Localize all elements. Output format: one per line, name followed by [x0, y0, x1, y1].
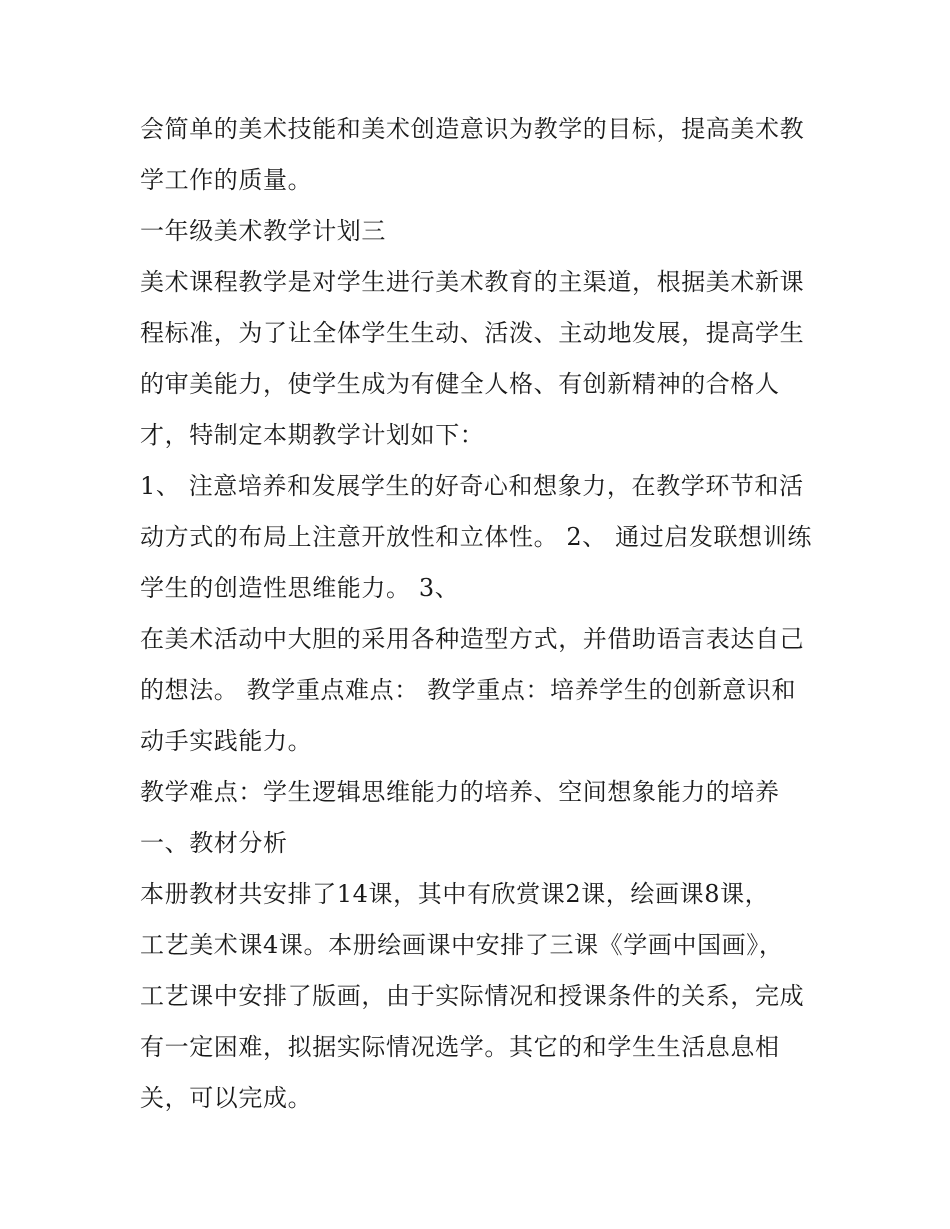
section-heading: 一年级美术教学计划三: [140, 217, 386, 245]
text-line: 有一定困难，拟据实际情况选学。其它的和学生生活息息相: [140, 1033, 780, 1061]
text-line: 教学难点：学生逻辑思维能力的培养、空间想象能力的培养: [140, 778, 780, 806]
text-line: 的想法。 教学重点难点： 教学重点：培养学生的创新意识和: [140, 676, 797, 704]
text-line: 本册教材共安排了14课，其中有欣赏课2课，绘画课8课，: [140, 880, 770, 908]
text-line: 动方式的布局上注意开放性和立体性。 2、 通过启发联想训练: [140, 523, 812, 551]
text-line: 的审美能力，使学生成为有健全人格、有创新精神的合格人: [140, 370, 780, 398]
text-line: 工艺美术课4课。本册绘画课中安排了三课《学画中国画》，: [140, 931, 784, 959]
text-line: 程标准，为了让全体学生生动、活泼、主动地发展，提高学生: [140, 319, 805, 347]
text-line: 美术课程教学是对学生进行美术教育的主渠道，根据美术新课: [140, 268, 805, 296]
text-line: 学工作的质量。: [140, 166, 313, 194]
section-heading: 一、教材分析: [140, 829, 288, 857]
body-text: [140, 107, 830, 1127]
text-line: 1、 注意培养和发展学生的好奇心和想象力，在教学环节和活: [140, 472, 804, 500]
text-line: 学生的创造性思维能力。 3、: [140, 574, 460, 602]
text-line: 会简单的美术技能和美术创造意识为教学的目标，提高美术教: [140, 115, 805, 143]
text-line: 在美术活动中大胆的采用各种造型方式，并借助语言表达自己: [140, 625, 805, 653]
text-line: 才，特制定本期教学计划如下：: [140, 421, 485, 449]
text-line: 工艺课中安排了版画，由于实际情况和授课条件的关系，完成: [140, 982, 805, 1010]
text-line: 关，可以完成。: [140, 1084, 313, 1112]
text-line: 动手实践能力。: [140, 727, 313, 755]
